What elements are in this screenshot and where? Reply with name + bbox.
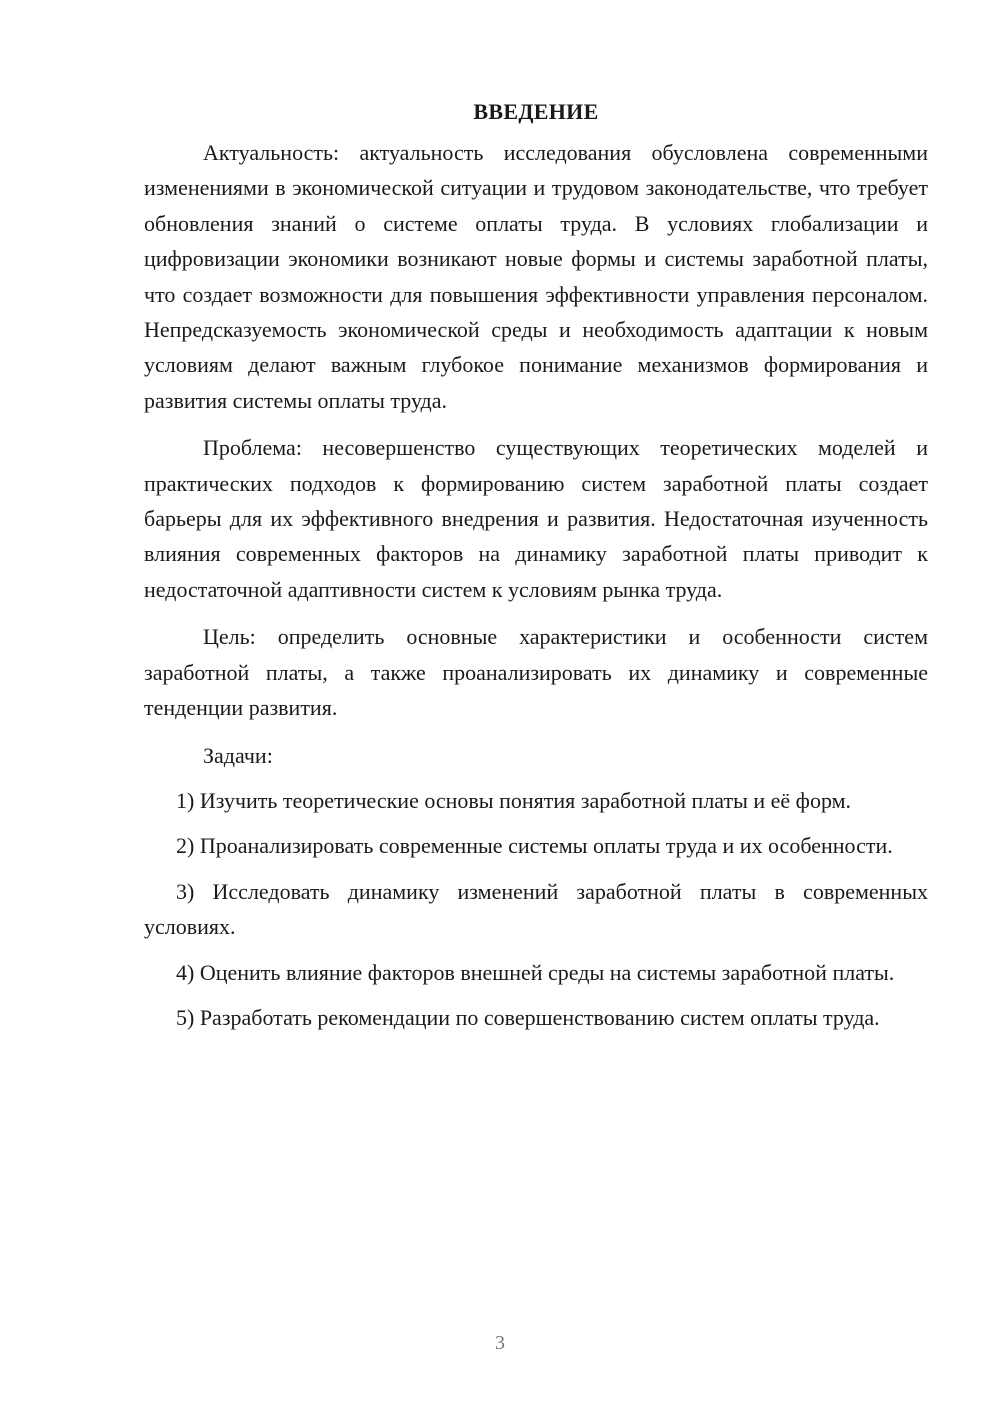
paragraph-problem: Проблема: несовершенство существующих теоретических моделей и практических подходов к формированию систем заработной платы создает барьеры для их эффективного внедрения и развития. Недостаточная изученность влияния современных факторов на динамику заработной платы приводит к недостаточной адаптивности систем к условиям рынка труда. <box>144 435 928 602</box>
task-item-1: 1) Изучить теоретические основы понятия заработной платы и её форм. <box>176 787 852 813</box>
paragraph-relevance: Актуальность: актуальность исследования обусловлена современными изменениями в экономической ситуации и трудовом законодательстве, что требует обновления знаний о системе оплаты труда. В условиях глобализации и цифровизации экономики возникают новые формы и системы заработной платы, что создает возможности для повышения эффективности управления персоналом. Непредсказуемость экономической среды и необходимость адаптации к новым условиям делают важным глубокое понимание механизмов формирования и развития системы оплаты труда. <box>144 140 928 413</box>
page-content <box>144 94 928 1045</box>
task-item-5: 5) Разработать рекомендации по совершенствованию систем оплаты труда. <box>176 1004 880 1030</box>
task-item-4: 4) Оценить влияние факторов внешней среды на системы заработной платы. <box>176 959 895 985</box>
page-number: 3 <box>495 1332 505 1354</box>
section-title: ВВЕДЕНИЕ <box>473 99 599 124</box>
task-item-2: 2) Проанализировать современные системы оплаты труда и их особенности. <box>176 833 893 859</box>
paragraph-goal: Цель: определить основные характеристики и особенности систем заработной платы, а также проанализировать их динамику и современные тенденции развития. <box>144 624 928 721</box>
task-item-3: 3) Исследовать динамику изменений заработной платы в современных условиях. <box>144 878 928 940</box>
tasks-heading: Задачи: <box>203 742 273 768</box>
